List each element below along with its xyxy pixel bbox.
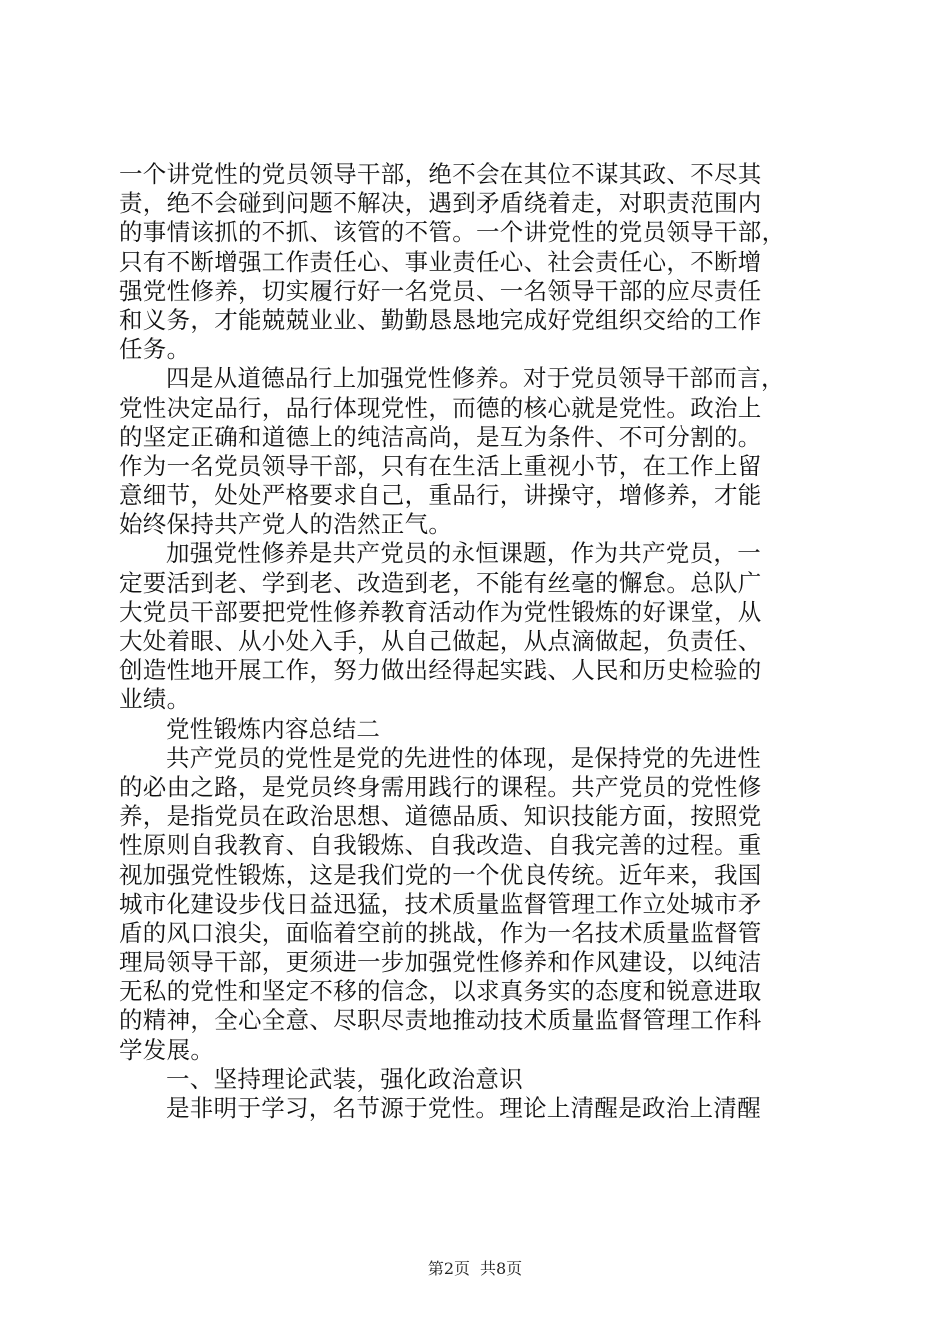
- document-body: [119, 160, 844, 1123]
- text-line: 盾的风口浪尖，面临着空前的挑战，作为一名技术质量监督管: [119, 918, 762, 947]
- page-number: 第2页: [427, 1259, 470, 1278]
- text-line: 一个讲党性的党员领导干部，绝不会在其位不谋其政、不尽其: [119, 160, 762, 188]
- text-line: 的事情该抓的不抓、该管的不管。一个讲党性的党员领导干部，: [119, 218, 786, 247]
- text-line: 养，是指党员在政治思想、道德品质、知识技能方面，按照党: [119, 802, 762, 831]
- page-footer: [0, 1258, 950, 1280]
- text-line: 党性锻炼内容总结二: [166, 714, 381, 743]
- text-line: 大党员干部要把党性修养教育活动作为党性锻炼的好课堂，从: [119, 597, 762, 626]
- text-line: 的坚定正确和道德上的纯洁高尚，是互为条件、不可分割的。: [119, 422, 762, 451]
- text-line: 大处着眼、从小处入手，从自己做起，从点滴做起，负责任、: [119, 627, 762, 655]
- text-line: 一、坚持理论武装，强化政治意识: [166, 1064, 523, 1093]
- text-line: 共产党员的党性是党的先进性的体现，是保持党的先进性: [166, 743, 761, 772]
- text-line: 创造性地开展工作，努力做出经得起实践、人民和历史检验的: [119, 656, 762, 685]
- text-line: 只有不断增强工作责任心、事业责任心、社会责任心，不断增: [119, 247, 762, 276]
- text-line: 学发展。: [119, 1035, 215, 1064]
- text-line: 性原则自我教育、自我锻炼、自我改造、自我完善的过程。重: [119, 831, 762, 860]
- text-line: 意细节，处处严格要求自己，重品行，讲操守，增修养，才能: [119, 481, 762, 510]
- text-line: 始终保持共产党人的浩然正气。: [119, 510, 453, 539]
- text-line: 的必由之路，是党员终身需用践行的课程。共产党员的党性修: [119, 772, 762, 801]
- text-line: 四是从道德品行上加强党性修养。对于党员领导干部而言，: [166, 364, 785, 393]
- text-line: 任务。: [119, 335, 191, 364]
- text-line: 责，绝不会碰到问题不解决，遇到矛盾绕着走，对职责范围内: [119, 189, 762, 218]
- text-line: 视加强党性锻炼，这是我们党的一个优良传统。近年来，我国: [119, 860, 762, 889]
- page-total: 共8页: [480, 1259, 523, 1278]
- text-line: 和义务，才能兢兢业业、勤勤恳恳地完成好党组织交给的工作: [119, 305, 762, 334]
- text-line: 的精神，全心全意、尽职尽责地推动技术质量监督管理工作科: [119, 1006, 762, 1035]
- text-line: 定要活到老、学到老、改造到老，不能有丝毫的懈怠。总队广: [119, 568, 762, 597]
- text-line: 是非明于学习，名节源于党性。理论上清醒是政治上清醒: [166, 1094, 761, 1122]
- text-line: 城市化建设步伐日益迅猛，技术质量监督管理工作立处城市矛: [119, 889, 762, 918]
- text-line: 加强党性修养是共产党员的永恒课题，作为共产党员，一: [166, 539, 761, 568]
- text-line: 党性决定品行，品行体现党性，而德的核心就是党性。政治上: [119, 393, 762, 422]
- text-line: 作为一名党员领导干部，只有在生活上重视小节，在工作上留: [119, 451, 762, 480]
- text-line: 强党性修养，切实履行好一名党员、一名领导干部的应尽责任: [119, 276, 762, 305]
- text-line: 业绩。: [119, 685, 191, 714]
- text-line: 理局领导干部，更须进一步加强党性修养和作风建设，以纯洁: [119, 948, 762, 977]
- text-line: 无私的党性和坚定不移的信念，以求真务实的态度和锐意进取: [119, 977, 762, 1006]
